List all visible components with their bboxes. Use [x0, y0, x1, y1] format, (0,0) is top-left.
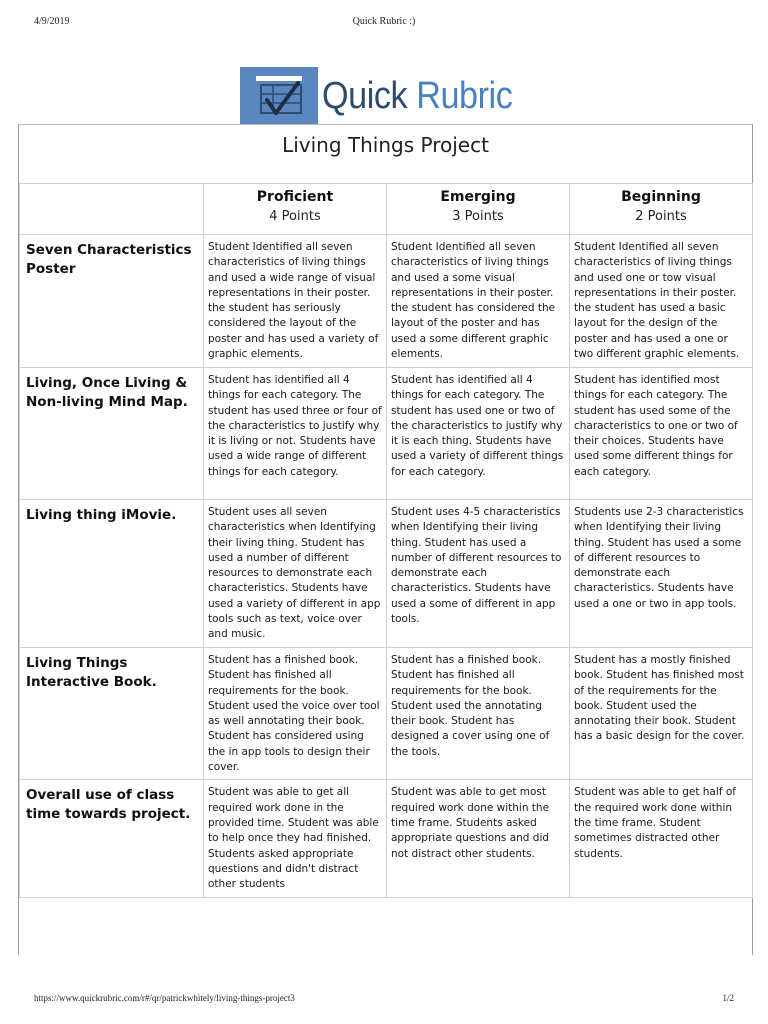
- descriptor-cell: Student was able to get most required work done within the time frame. Students asked appropriate questions and did not distract other students.: [387, 780, 570, 898]
- level-header-emerging: [387, 184, 570, 235]
- logo-word-quick: Quick: [322, 75, 408, 117]
- print-header: [0, 16, 768, 30]
- descriptor-cell: Student has identified most things for each category. The student has used some of the characteristics to one or two of their choices. Students have used some different things for each category.: [570, 368, 753, 500]
- rubric-frame: [18, 124, 753, 955]
- print-date: 4/9/2019: [34, 16, 70, 27]
- level-points: 4 Points: [269, 209, 321, 224]
- checklist-check-icon: [240, 67, 318, 125]
- descriptor-cell: Student uses all seven characteristics when Identifying their living thing. Student has used a number of different resources to demonstrate each characteristics. Students have used a variety of different in app tools such as text, voice over and music.: [204, 500, 387, 648]
- descriptor-cell: Student Identified all seven characteristics of living things and used one or tow visual representations in their poster. the student has used a basic layout for the design of the poster and has used a one or two different graphic elements.: [570, 235, 753, 368]
- criterion-cell: Living Things Interactive Book.: [20, 648, 204, 780]
- rubric-row-imovie: [20, 500, 753, 648]
- level-points: 2 Points: [635, 209, 687, 224]
- descriptor-cell: Student Identified all seven characteristics of living things and used a some visual representations in their poster. the student has considered the layout of the poster and has used a some different graphic elements.: [387, 235, 570, 368]
- quick-rubric-logo: [240, 67, 534, 125]
- rubric-row-poster: [20, 235, 753, 368]
- criterion-cell: Living, Once Living & Non-living Mind Map.: [20, 368, 204, 500]
- descriptor-cell: Student Identified all seven characteristics of living things and used a wide range of visual representations in their poster. the student has seriously considered the layout of the poster and has used a variety of graphic elements.: [204, 235, 387, 368]
- logo-word-rubric: Rubric: [416, 75, 513, 117]
- rubric-header-row: [20, 184, 753, 235]
- descriptor-cell: Student has a finished book. Student has finished all requirements for the book. Student used the annotating their book. Student has designed a cover using one of the tools.: [387, 648, 570, 780]
- level-points: 3 Points: [452, 209, 504, 224]
- criterion-cell: Seven Characteristics Poster: [20, 235, 204, 368]
- descriptor-cell: Student was able to get all required work done in the provided time. Student was able to help once they had finished. Students asked appropriate questions and didn't distract other students: [204, 780, 387, 898]
- rubric-table: [19, 183, 753, 898]
- page-number: 1/2: [722, 993, 734, 1003]
- rubric-title: Living Things Project: [282, 133, 489, 157]
- rubric-row-class-time: [20, 780, 753, 898]
- level-name: Proficient: [256, 189, 334, 205]
- level-name: Beginning: [621, 189, 701, 205]
- level-header-proficient: [204, 184, 387, 235]
- rubric-row-interactive-book: [20, 648, 753, 780]
- level-header-beginning: [570, 184, 753, 235]
- print-footer: [0, 993, 768, 1007]
- descriptor-cell: Student has identified all 4 things for each category. The student has used one or two of the characteristics to justify why it is each thing. Students have used a variety of different things for each category.: [387, 368, 570, 500]
- criterion-cell: Overall use of class time towards project.: [20, 780, 204, 898]
- print-url: https://www.quickrubric.com/r#/qr/patrickwhitely/living-things-project3: [34, 993, 295, 1003]
- descriptor-cell: Students use 2-3 characteristics when Identifying their living thing. Student has used a some of different resources to demonstrate each characteristics. Students have used a one or two in app tools.: [570, 500, 753, 648]
- criteria-header-cell: [20, 184, 204, 235]
- descriptor-cell: Student uses 4-5 characteristics when Identifying their living thing. Student has used a number of different resources to demonstrate each characteristics. Students have used a some of different in app tools.: [387, 500, 570, 648]
- descriptor-cell: Student was able to get half of the required work done within the time frame. Student sometimes distracted other students.: [570, 780, 753, 898]
- rubric-row-mind-map: [20, 368, 753, 500]
- descriptor-cell: Student has identified all 4 things for each category. The student has used three or four of the characteristics to justify why it is living or not. Students have used a wide range of different things for each category.: [204, 368, 387, 500]
- level-name: Emerging: [440, 189, 516, 205]
- logo-wordmark: [322, 67, 512, 125]
- descriptor-cell: Student has a mostly finished book. Student has finished most of the requirements for the book. Student used the annotating their book. Student has a basic design for the cover.: [570, 648, 753, 780]
- criterion-cell: Living thing iMovie.: [20, 500, 204, 648]
- print-page-title: Quick Rubric :): [352, 16, 416, 27]
- descriptor-cell: Student has a finished book. Student has finished all requirements for the book. Student used the voice over tool as well annotating their book. Student has considered using the in app tools to design their cover.: [204, 648, 387, 780]
